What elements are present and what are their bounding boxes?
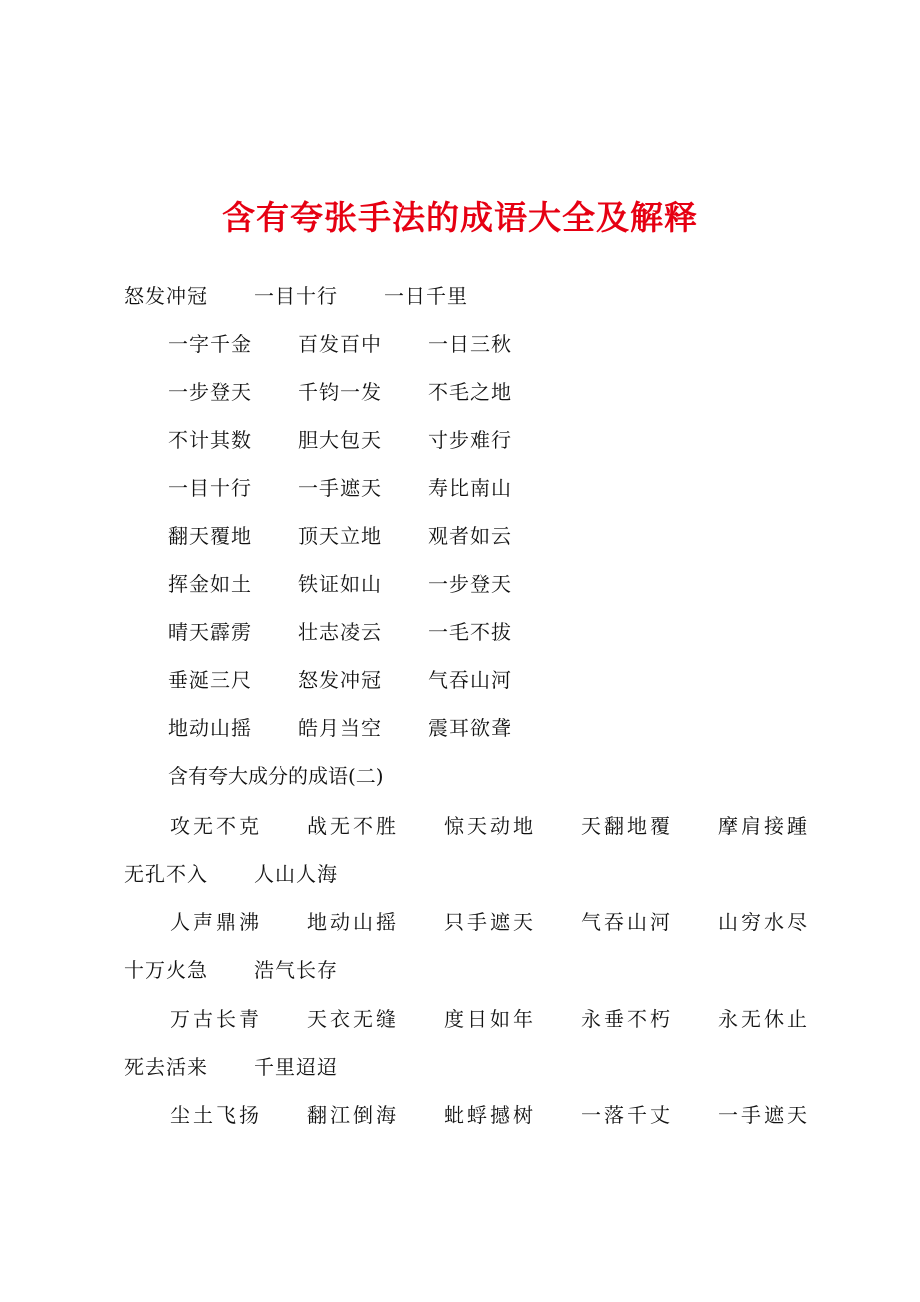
- idiom: 一步登天: [428, 572, 512, 596]
- idiom: 死去活来: [124, 1055, 208, 1079]
- idiom: 度日如年: [444, 1007, 536, 1031]
- idiom: 惊天动地: [444, 814, 536, 838]
- idiom: 一日千里: [384, 284, 468, 308]
- idiom-row: [168, 473, 768, 503]
- idiom: 垂涎三尺: [168, 668, 252, 692]
- idiom: 永垂不朽: [581, 1007, 673, 1031]
- idiom: 千里迢迢: [254, 1055, 338, 1079]
- idiom: 观者如云: [428, 524, 512, 548]
- idiom: 天翻地覆: [581, 814, 673, 838]
- idiom-intro-line: [124, 281, 824, 311]
- idiom-paragraph-line: [124, 955, 724, 985]
- idiom: 震耳欲聋: [428, 716, 512, 740]
- idiom: 一毛不拔: [428, 620, 512, 644]
- idiom-row: [168, 569, 768, 599]
- section-heading-text: 含有夸大成分的成语(二): [168, 764, 384, 788]
- idiom: 地动山摇: [168, 716, 252, 740]
- idiom-paragraph-line: [124, 859, 724, 889]
- idiom-row: [168, 425, 768, 455]
- idiom: 一步登天: [168, 380, 252, 404]
- idiom: 浩气长存: [254, 958, 338, 982]
- idiom: 十万火急: [124, 958, 208, 982]
- section-heading: [168, 761, 768, 791]
- idiom: 攻无不克: [170, 814, 262, 838]
- idiom: 翻江倒海: [307, 1103, 399, 1127]
- idiom-paragraph-line: [170, 1004, 820, 1034]
- idiom: 不毛之地: [428, 380, 512, 404]
- idiom-row: [168, 617, 768, 647]
- idiom: 气吞山河: [428, 668, 512, 692]
- idiom-paragraph-line: [170, 907, 820, 937]
- idiom: 一目十行: [168, 476, 252, 500]
- idiom: 万古长青: [170, 1007, 262, 1031]
- idiom: 山穷水尽: [718, 910, 810, 934]
- idiom: 怒发冲冠: [124, 284, 208, 308]
- idiom: 人山人海: [254, 862, 338, 886]
- idiom: 壮志凌云: [298, 620, 382, 644]
- idiom: 人声鼎沸: [170, 910, 262, 934]
- idiom-row: [168, 377, 768, 407]
- idiom: 一落千丈: [581, 1103, 673, 1127]
- idiom: 永无休止: [718, 1007, 810, 1031]
- idiom: 挥金如土: [168, 572, 252, 596]
- idiom: 地动山摇: [307, 910, 399, 934]
- idiom-paragraph-line: [170, 1100, 820, 1130]
- idiom: 寸步难行: [428, 428, 512, 452]
- idiom-row: [168, 329, 768, 359]
- idiom: 胆大包天: [298, 428, 382, 452]
- idiom: 一手遮天: [718, 1103, 810, 1127]
- idiom-row: [168, 665, 768, 695]
- idiom: 天衣无缝: [307, 1007, 399, 1031]
- idiom-paragraph-line: [124, 1052, 724, 1082]
- idiom: 气吞山河: [581, 910, 673, 934]
- idiom-row: [168, 713, 768, 743]
- idiom: 战无不胜: [307, 814, 399, 838]
- idiom: 寿比南山: [428, 476, 512, 500]
- idiom: 不计其数: [168, 428, 252, 452]
- idiom-paragraph-line: [170, 811, 820, 841]
- idiom: 皓月当空: [298, 716, 382, 740]
- idiom: 顶天立地: [298, 524, 382, 548]
- idiom: 一日三秋: [428, 332, 512, 356]
- idiom: 一目十行: [254, 284, 338, 308]
- idiom: 翻天覆地: [168, 524, 252, 548]
- idiom: 千钧一发: [298, 380, 382, 404]
- idiom: 铁证如山: [298, 572, 382, 596]
- idiom: 尘土飞扬: [170, 1103, 262, 1127]
- idiom: 一字千金: [168, 332, 252, 356]
- idiom: 百发百中: [298, 332, 382, 356]
- idiom: 只手遮天: [444, 910, 536, 934]
- idiom: 蚍蜉撼树: [444, 1103, 536, 1127]
- idiom: 晴天霹雳: [168, 620, 252, 644]
- idiom-row: [168, 521, 768, 551]
- idiom: 摩肩接踵: [718, 814, 810, 838]
- idiom: 无孔不入: [124, 862, 208, 886]
- idiom: 一手遮天: [298, 476, 382, 500]
- document-title: 含有夸张手法的成语大全及解释: [222, 198, 698, 237]
- idiom: 怒发冲冠: [298, 668, 382, 692]
